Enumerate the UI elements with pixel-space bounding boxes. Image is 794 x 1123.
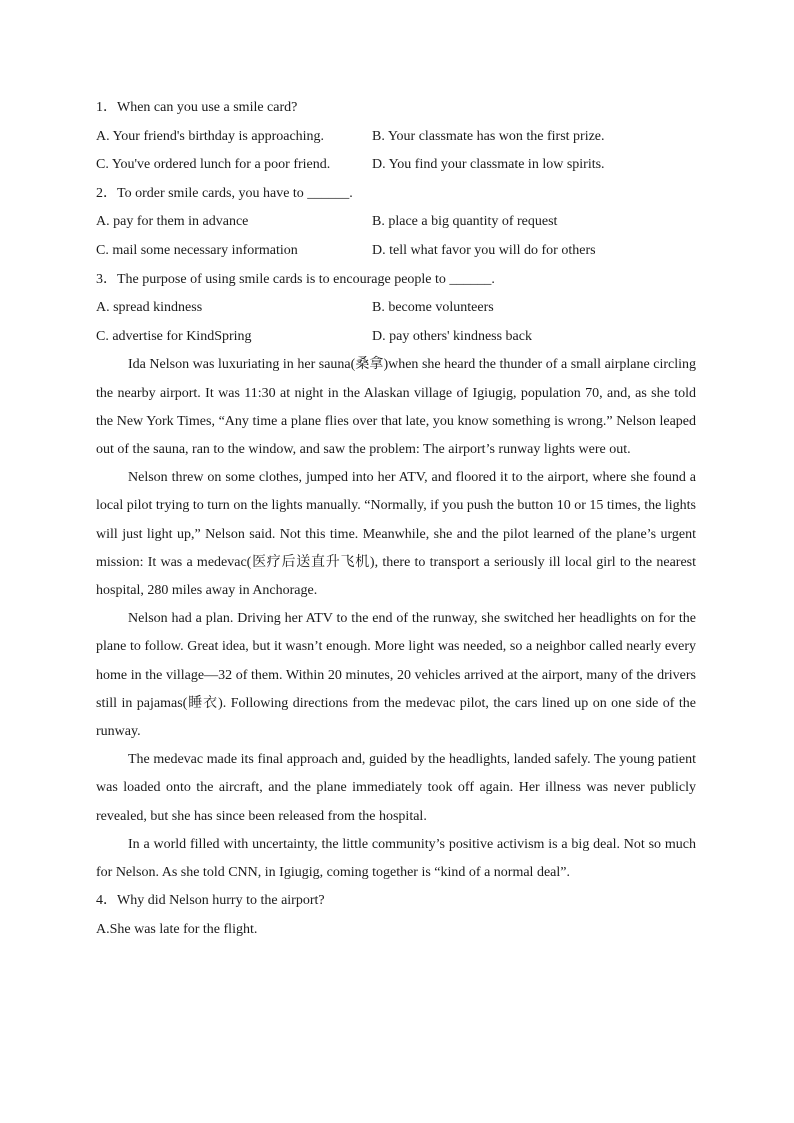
option-d: D. pay others' kindness back: [372, 328, 532, 344]
options-row: [96, 323, 696, 352]
options-row: [96, 208, 696, 237]
option-a: A. pay for them in advance: [96, 214, 249, 230]
passage-paragraph-2: Nelson threw on some clothes, jumped into her ATV, and floored it to the airport, where she found a local pilot trying to turn on the lights manually. “Normally, if you push the button 10 or 15 times, the lights will just light up,” Nelson said. Not this time. Meanwhile, she and the pilot learned of the plane’s urgent mission: It was a medevac(医疗后送直升飞机), there to transport a seriously ill local girl to the nearest hospital, 280 miles away in Anchorage.: [96, 470, 696, 598]
worksheet-page: [96, 94, 696, 944]
option-b: B. become volunteers: [372, 300, 494, 316]
passage-paragraph-4: The medevac made its final approach and, guided by the headlights, landed safely. The young patient was loaded onto the aircraft, and the plane immediately took off again. Her illness was never publicly revealed, but she has since been released from the hospital.: [96, 752, 696, 824]
option-c: C. advertise for KindSpring: [96, 328, 252, 344]
passage-paragraph-1: Ida Nelson was luxuriating in her sauna(桑拿)when she heard the thunder of a small airplane circling the nearby airport. It was 11:30 at night in the Alaskan village of Igiugig, population 70, and, as she told the New York Times, “Any time a plane flies over that late, you know something is wrong.” Nelson leaped out of the sauna, ran to the window, and saw the problem: The airport’s runway lights were out.: [96, 357, 696, 457]
option-b: B. place a big quantity of request: [372, 214, 558, 230]
question-4: [96, 887, 696, 944]
option-c: C. You've ordered lunch for a poor friend.: [96, 157, 331, 173]
question-stem: 3．The purpose of using smile cards is to encourage people to ______.: [96, 271, 495, 287]
option-a: A.She was late for the flight.: [96, 921, 258, 937]
passage-paragraph-5: In a world filled with uncertainty, the little community’s positive activism is a big deal. Not so much for Nelson. As she told CNN, in Igiugig, coming together is “kind of a normal deal”.: [96, 836, 696, 880]
question-stem: 1．When can you use a smile card?: [96, 100, 298, 115]
option-b: B. Your classmate has won the first prize.: [372, 128, 605, 144]
option-d: D. tell what favor you will do for others: [372, 242, 596, 258]
reading-passage: [96, 351, 696, 887]
question-2: [96, 180, 696, 266]
option-c: C. mail some necessary information: [96, 242, 298, 258]
passage-paragraph-3: Nelson had a plan. Driving her ATV to the end of the runway, she switched her headlights on for the plane to follow. Great idea, but it wasn’t enough. More light was needed, so a neighbor called nearly every home in the village—32 of them. Within 20 minutes, 20 vehicles arrived at the airport, many of the drivers still in pajamas(睡衣). Following directions from the medevac pilot, the cars lined up on one side of the runway.: [96, 611, 696, 739]
question-3: [96, 266, 696, 352]
option-d: D. You find your classmate in low spirits.: [372, 157, 605, 173]
options-row: [96, 294, 696, 323]
option-a: A. spread kindness: [96, 300, 203, 316]
options-row: [96, 237, 696, 266]
options-row: [96, 123, 696, 152]
question-1: [96, 94, 696, 180]
options-row: [96, 151, 696, 180]
question-stem: 4．Why did Nelson hurry to the airport?: [96, 893, 325, 909]
option-a: A. Your friend's birthday is approaching.: [96, 128, 325, 144]
question-stem: 2．To order smile cards, you have to ______.: [96, 185, 353, 201]
